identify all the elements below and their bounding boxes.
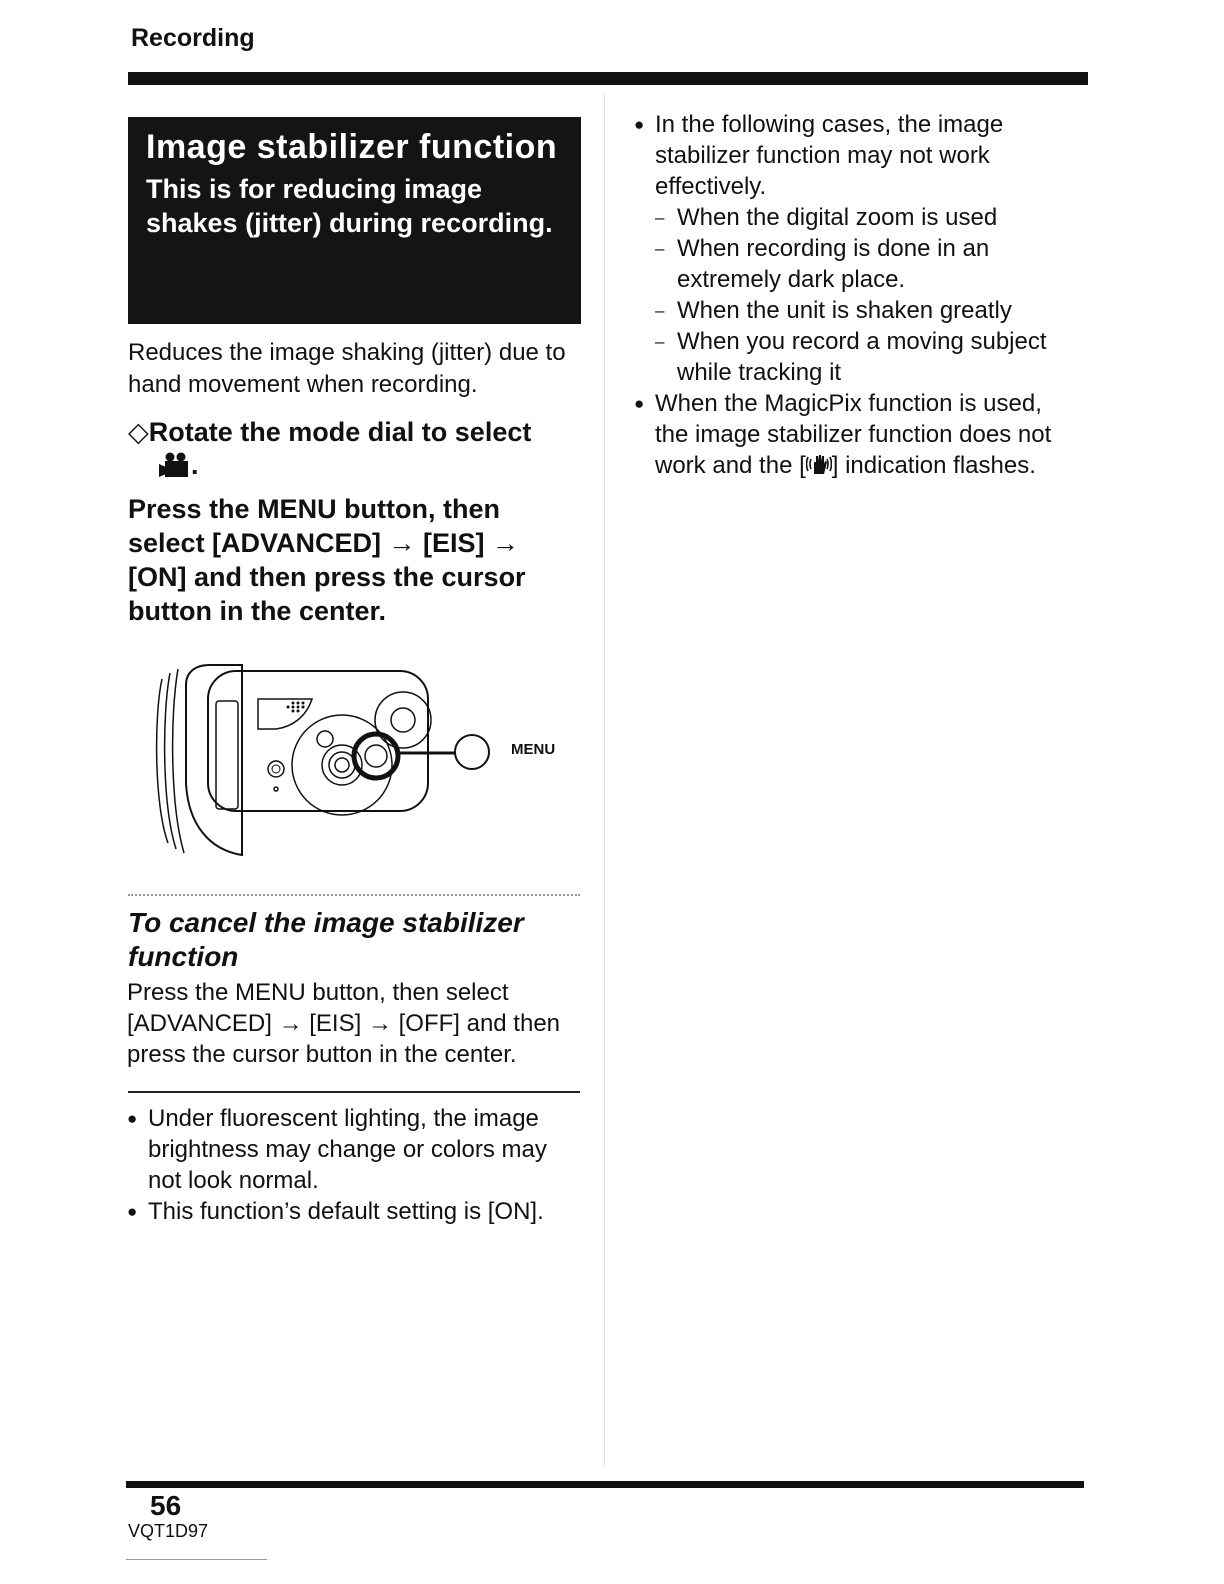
step-press-menu: Press the MENU button, then select [ADVANCED] → [EIS] → [ON] and then press the cursor button in the center. [128,494,526,626]
solid-divider [128,1091,580,1093]
case-item: – When recording is done in an extremely dark place. [655,233,1074,295]
notes-left-list [127,1103,577,1227]
page-title: Image stabilizer function [146,128,558,166]
movie-mode-icon [159,452,191,486]
note-item: ● Under fluorescent lighting, the image brightness may change or colors may not look normal. [127,1103,577,1196]
step-rotate-text: Rotate the mode dial to select [148,417,532,447]
footer-rule [126,1559,267,1560]
bottom-rule [126,1481,1084,1488]
step-rotate-dial [128,416,588,486]
magicpix-text-end: ] indication flashes. [831,452,1036,479]
page-subtitle: This is for reducing image shakes (jitter) during recording. [146,174,553,238]
top-rule [128,72,1088,85]
note-item-magicpix [634,388,1074,484]
step-rotate-end: . [191,450,199,480]
note-item-cases [634,109,1074,388]
intro-paragraph: Reduces the image shaking (jitter) due to hand movement when recording. [128,339,566,398]
magicpix-text-start: When the MagicPix function is used, the image stabilizer function does not work and the [ [655,390,1052,479]
image-stabilizer-icon [806,452,832,484]
notes-right-list [634,109,1074,484]
cases-list [655,202,1074,388]
cancel-heading: To cancel the image stabilizer function [128,907,524,972]
title-box [128,117,581,324]
document-code: VQT1D97 [128,1521,209,1541]
cases-intro: In the following cases, the image stabilizer function may not work effectively. [655,111,1004,200]
note-item: ● This function’s default setting is [ON]. [127,1196,577,1227]
page-number: 56 [150,1490,182,1521]
case-item: – When you record a moving subject while tracking it [655,326,1074,388]
camera-illustration [150,655,570,865]
menu-button-label: MENU [511,741,556,758]
case-item: – When the unit is shaken greatly [655,295,1074,326]
dotted-divider [128,894,580,896]
section-label: Recording [131,24,255,52]
diamond-step-icon: ◇ [128,417,149,447]
case-item: – When the digital zoom is used [655,202,1074,233]
column-divider [604,95,605,1465]
cancel-instructions: Press the MENU button, then select [ADVANCED] → [EIS] → [OFF] and then press the cursor button in the center. [127,979,561,1068]
camera-drawing [150,655,570,860]
